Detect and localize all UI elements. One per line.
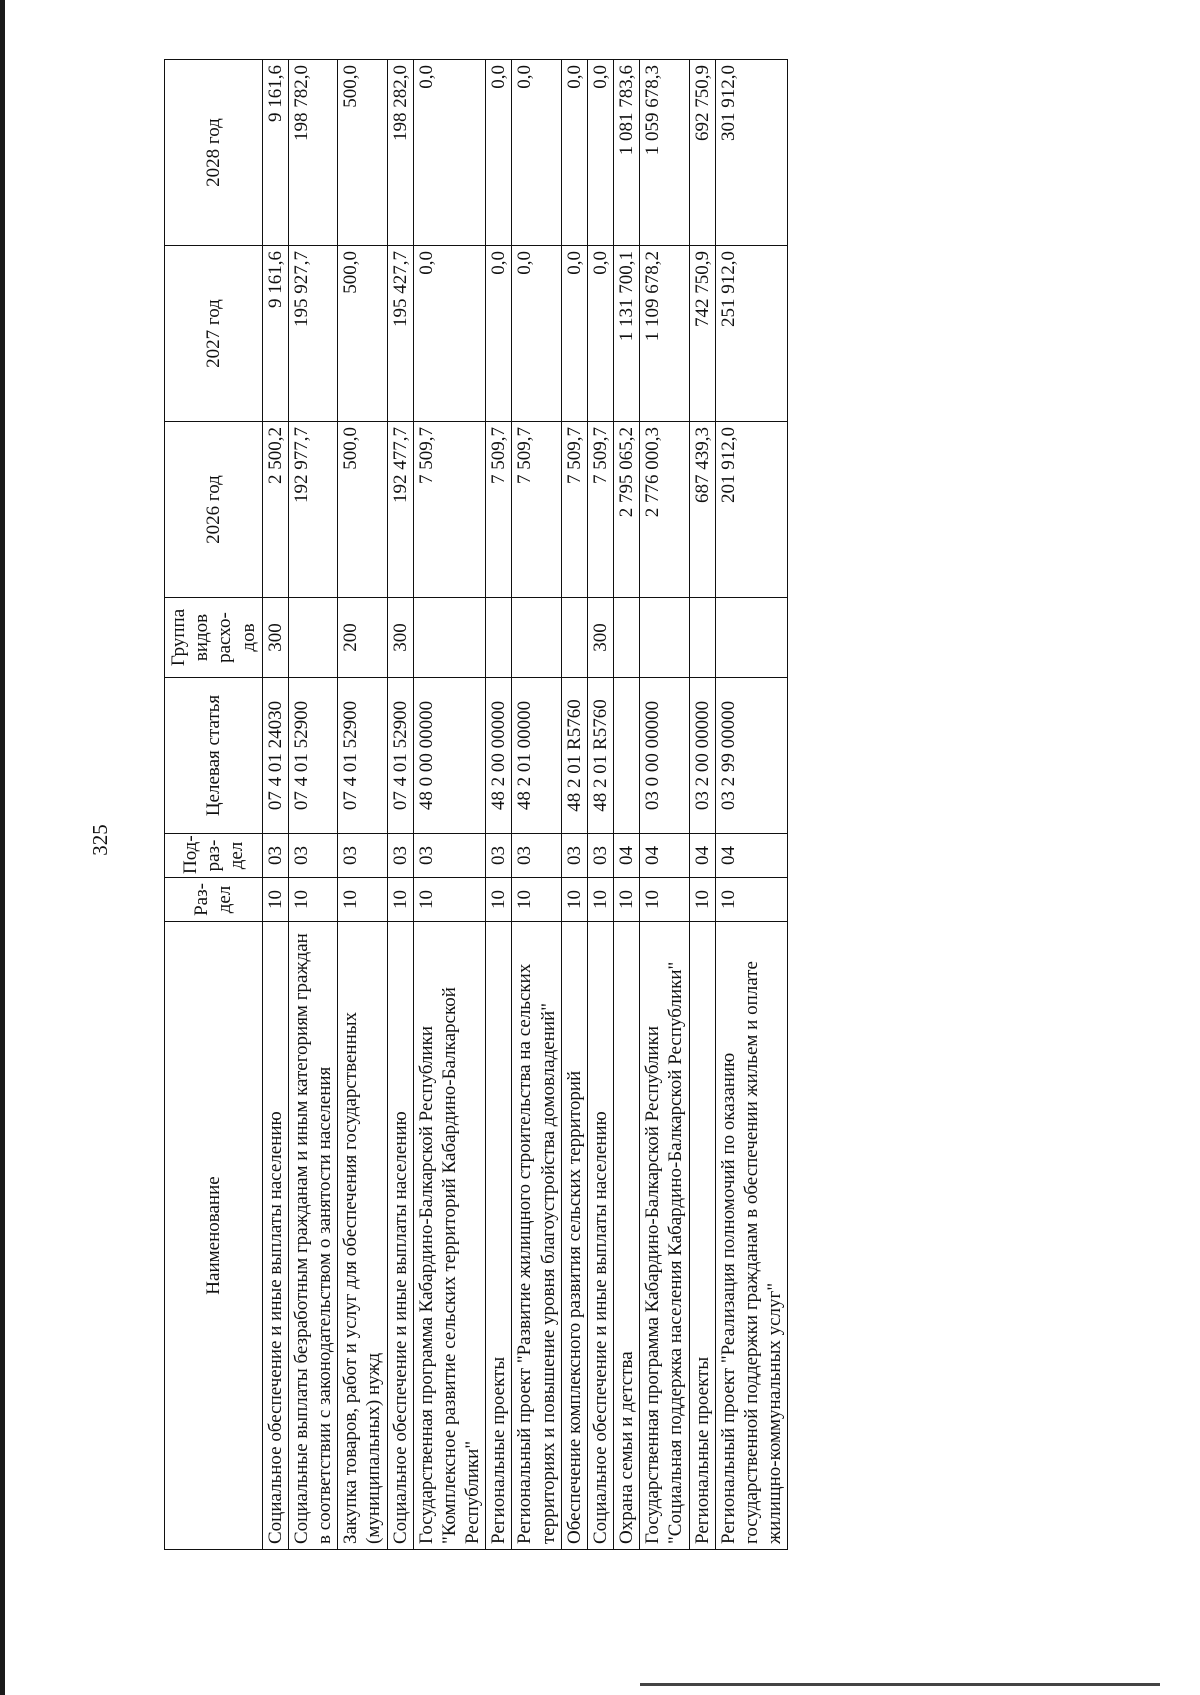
row-year-2026: 2 776 000,3	[640, 422, 689, 598]
row-year-2028: 0,0	[512, 60, 561, 246]
row-year-2026: 192 477,7	[387, 422, 413, 598]
row-podrazdel: 03	[561, 834, 587, 878]
header-year-2027: 2027 год	[165, 246, 263, 422]
row-name: Социальное обеспечение и иные выплаты населению	[262, 922, 288, 1550]
row-razdel: 10	[614, 878, 640, 922]
row-name: Региональные проекты	[486, 922, 512, 1550]
row-year-2026: 7 509,7	[587, 422, 613, 598]
row-gruppa-vidov	[561, 598, 587, 678]
table-row	[715, 60, 788, 1550]
row-razdel: 10	[587, 878, 613, 922]
row-razdel: 10	[689, 878, 715, 922]
header-row	[165, 60, 263, 1550]
row-year-2028: 500,0	[338, 60, 387, 246]
row-razdel: 10	[387, 878, 413, 922]
header-name: Наименование	[165, 922, 263, 1550]
row-name: Государственная программа Кабардино-Балкарской Республики "Комплексное развитие сельских территорий Кабардино-Балкарской Республики"	[413, 922, 486, 1550]
row-year-2026: 2 500,2	[262, 422, 288, 598]
row-tselevaya-statya: 03 2 00 00000	[689, 678, 715, 834]
row-year-2028: 692 750,9	[689, 60, 715, 246]
row-gruppa-vidov: 300	[262, 598, 288, 678]
table-row	[413, 60, 486, 1550]
row-year-2028: 9 161,6	[262, 60, 288, 246]
row-razdel: 10	[715, 878, 788, 922]
table-row	[262, 60, 288, 1550]
table-row	[640, 60, 689, 1550]
row-name: Закупка товаров, работ и услуг для обеспечения государственных (муниципальных) нужд	[338, 922, 387, 1550]
row-name: Обеспечение комплексного развития сельских территорий	[561, 922, 587, 1550]
row-gruppa-vidov: 200	[338, 598, 387, 678]
row-gruppa-vidov: 300	[587, 598, 613, 678]
rotated-table-container	[164, 60, 1064, 1550]
row-gruppa-vidov	[486, 598, 512, 678]
row-year-2027: 195 427,7	[387, 246, 413, 422]
row-razdel: 10	[262, 878, 288, 922]
row-gruppa-vidov	[512, 598, 561, 678]
row-razdel: 10	[338, 878, 387, 922]
row-gruppa-vidov	[715, 598, 788, 678]
header-year-2028: 2028 год	[165, 60, 263, 246]
row-year-2027: 0,0	[486, 246, 512, 422]
row-podrazdel: 03	[338, 834, 387, 878]
row-razdel: 10	[413, 878, 486, 922]
row-gruppa-vidov	[413, 598, 486, 678]
row-razdel: 10	[640, 878, 689, 922]
row-tselevaya-statya	[614, 678, 640, 834]
table-row	[614, 60, 640, 1550]
row-year-2028: 198 282,0	[387, 60, 413, 246]
row-tselevaya-statya: 48 2 00 00000	[486, 678, 512, 834]
header-year-2026: 2026 год	[165, 422, 263, 598]
row-name: Государственная программа Кабардино-Балкарской Республики "Социальная поддержка населения Кабардино-Балкарской Республики"	[640, 922, 689, 1550]
row-tselevaya-statya: 07 4 01 24030	[262, 678, 288, 834]
row-podrazdel: 04	[689, 834, 715, 878]
row-razdel: 10	[486, 878, 512, 922]
row-tselevaya-statya: 48 2 01 R5760	[561, 678, 587, 834]
row-year-2028: 0,0	[587, 60, 613, 246]
row-year-2027: 195 927,7	[288, 246, 337, 422]
row-year-2027: 0,0	[512, 246, 561, 422]
row-year-2028: 198 782,0	[288, 60, 337, 246]
table-row	[288, 60, 337, 1550]
row-podrazdel: 03	[288, 834, 337, 878]
row-year-2027: 0,0	[413, 246, 486, 422]
row-year-2026: 192 977,7	[288, 422, 337, 598]
row-podrazdel: 03	[387, 834, 413, 878]
row-year-2027: 1 131 700,1	[614, 246, 640, 422]
row-podrazdel: 03	[512, 834, 561, 878]
row-podrazdel: 03	[262, 834, 288, 878]
row-podrazdel: 03	[413, 834, 486, 878]
row-year-2028: 1 059 678,3	[640, 60, 689, 246]
header-podrazdel: Под-раз-дел	[165, 834, 263, 878]
row-name: Охрана семьи и детства	[614, 922, 640, 1550]
row-year-2027: 0,0	[561, 246, 587, 422]
row-year-2026: 7 509,7	[413, 422, 486, 598]
row-gruppa-vidov	[614, 598, 640, 678]
row-year-2028: 0,0	[561, 60, 587, 246]
row-tselevaya-statya: 03 2 99 00000	[715, 678, 788, 834]
row-podrazdel: 03	[587, 834, 613, 878]
header-tselevaya-statya: Целевая статья	[165, 678, 263, 834]
row-year-2027: 9 161,6	[262, 246, 288, 422]
row-year-2026: 7 509,7	[561, 422, 587, 598]
row-name: Социальное обеспечение и иные выплаты населению	[387, 922, 413, 1550]
row-year-2026: 7 509,7	[512, 422, 561, 598]
table-row	[512, 60, 561, 1550]
row-year-2027: 500,0	[338, 246, 387, 422]
row-name: Региональный проект "Реализация полномочий по оказанию государственной поддержки гражданам в обеспечении жильем и оплате жилищно-коммунальных услуг"	[715, 922, 788, 1550]
row-tselevaya-statya: 48 2 01 00000	[512, 678, 561, 834]
row-year-2028: 0,0	[486, 60, 512, 246]
row-year-2027: 1 109 678,2	[640, 246, 689, 422]
row-name: Региональный проект "Развитие жилищного строительства на сельских территориях и повышение уровня благоустройства домовладений"	[512, 922, 561, 1550]
row-tselevaya-statya: 48 0 00 00000	[413, 678, 486, 834]
row-year-2026: 687 439,3	[689, 422, 715, 598]
scan-left-edge	[0, 0, 5, 1695]
row-name: Социальные выплаты безработным гражданам и иным категориям граждан в соответствии с законодательством о занятости населения	[288, 922, 337, 1550]
row-year-2027: 742 750,9	[689, 246, 715, 422]
row-name: Социальное обеспечение и иные выплаты населению	[587, 922, 613, 1550]
row-year-2028: 301 912,0	[715, 60, 788, 246]
row-podrazdel: 03	[486, 834, 512, 878]
row-razdel: 10	[561, 878, 587, 922]
row-year-2028: 0,0	[413, 60, 486, 246]
row-razdel: 10	[512, 878, 561, 922]
page-number: 325	[88, 824, 112, 856]
table-row	[561, 60, 587, 1550]
row-tselevaya-statya: 07 4 01 52900	[288, 678, 337, 834]
row-year-2026: 7 509,7	[486, 422, 512, 598]
table-row	[587, 60, 613, 1550]
budget-table	[164, 59, 788, 1550]
row-gruppa-vidov	[689, 598, 715, 678]
row-name: Региональные проекты	[689, 922, 715, 1550]
row-podrazdel: 04	[640, 834, 689, 878]
header-gruppa-vidov: Группа видов расхо-дов	[165, 598, 263, 678]
table-row	[338, 60, 387, 1550]
row-year-2028: 1 081 783,6	[614, 60, 640, 246]
row-gruppa-vidov	[640, 598, 689, 678]
row-tselevaya-statya: 07 4 01 52900	[338, 678, 387, 834]
row-tselevaya-statya: 48 2 01 R5760	[587, 678, 613, 834]
row-year-2026: 2 795 065,2	[614, 422, 640, 598]
row-year-2026: 201 912,0	[715, 422, 788, 598]
row-podrazdel: 04	[614, 834, 640, 878]
row-podrazdel: 04	[715, 834, 788, 878]
row-year-2026: 500,0	[338, 422, 387, 598]
row-gruppa-vidov: 300	[387, 598, 413, 678]
row-razdel: 10	[288, 878, 337, 922]
row-tselevaya-statya: 07 4 01 52900	[387, 678, 413, 834]
row-gruppa-vidov	[288, 598, 337, 678]
header-razdel: Раз-дел	[165, 878, 263, 922]
table-row	[689, 60, 715, 1550]
row-tselevaya-statya: 03 0 00 00000	[640, 678, 689, 834]
row-year-2027: 251 912,0	[715, 246, 788, 422]
scan-bottom-edge	[640, 1683, 1160, 1686]
row-year-2027: 0,0	[587, 246, 613, 422]
table-row	[486, 60, 512, 1550]
table-row	[387, 60, 413, 1550]
